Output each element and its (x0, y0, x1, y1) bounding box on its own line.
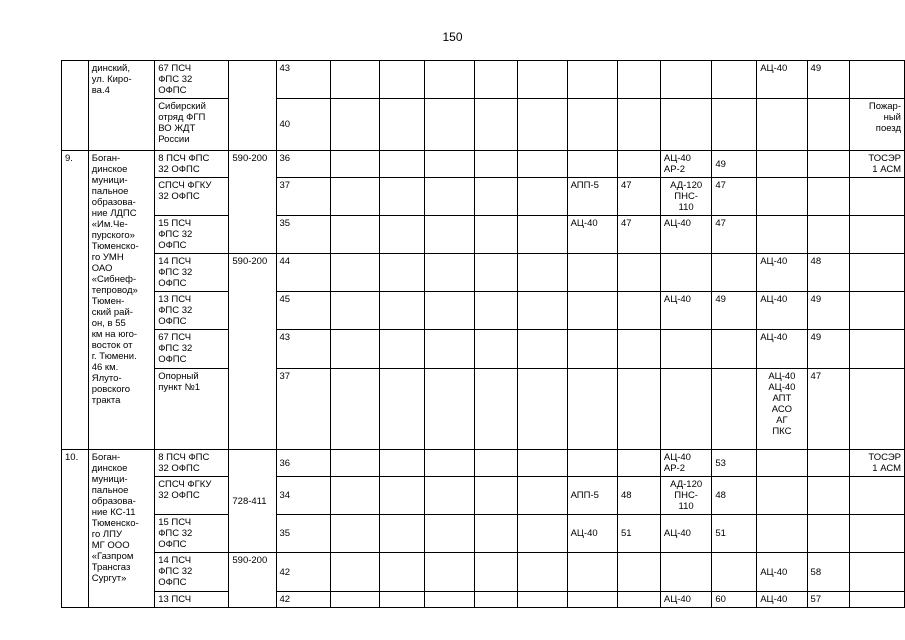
note-cell (849, 592, 904, 608)
time-cell (712, 99, 757, 151)
unit-name: 14 ПСЧ ФПС 32 ОФПС (155, 254, 229, 292)
time-cell: 48 (712, 477, 757, 515)
empty-cell (424, 61, 474, 99)
time-cell (807, 178, 849, 216)
table-row (62, 151, 905, 178)
empty-cell (330, 450, 379, 477)
table-row (62, 99, 905, 151)
note-cell: ТОСЭР 1 АСМ (849, 450, 904, 477)
table-row (62, 450, 905, 477)
empty-cell (330, 369, 379, 450)
empty-cell (424, 99, 474, 151)
empty-cell (474, 369, 517, 450)
empty-cell (474, 450, 517, 477)
empty-cell (474, 178, 517, 216)
note-cell: ТОСЭР 1 АСМ (849, 151, 904, 178)
empty-cell (380, 369, 424, 450)
time-cell (617, 254, 660, 292)
empty-cell (424, 450, 474, 477)
phone-code (229, 61, 276, 151)
distance-cell: 42 (276, 592, 330, 608)
page-number: 150 (442, 30, 463, 44)
time-cell (807, 99, 849, 151)
time-cell (712, 330, 757, 369)
empty-cell (380, 254, 424, 292)
empty-cell (330, 254, 379, 292)
table-row (62, 477, 905, 515)
vehicle-cell: АЦ-40 (660, 515, 711, 553)
distance-cell: 34 (276, 477, 330, 515)
vehicle-cell (567, 450, 617, 477)
unit-name: Сибирский отряд ФГП ВО ЖДТ России (155, 99, 229, 151)
note-cell (849, 369, 904, 450)
unit-name: Опорный пункт №1 (155, 369, 229, 450)
time-cell (807, 477, 849, 515)
time-cell: 48 (807, 254, 849, 292)
table-row (62, 369, 905, 450)
empty-cell (518, 254, 567, 292)
vehicle-cell (567, 151, 617, 178)
time-cell: 47 (712, 216, 757, 254)
time-cell (617, 450, 660, 477)
empty-cell (424, 292, 474, 330)
empty-cell (518, 553, 567, 592)
fire-units-table (61, 60, 905, 608)
object-name: Боган- динское муници- пальное образова- ние ЛДПС «Им.Че- пурского» Тюменско- го УМН ОАО «Сибнеф- тепровод» Тюмен- ский рай- он, в 55 км на юго- восток от г. Тюмени. 46 км. Ялуто- ровского тракта (88, 151, 154, 450)
vehicle-cell (660, 99, 711, 151)
empty-cell (474, 151, 517, 178)
empty-cell (518, 330, 567, 369)
unit-name: 13 ПСЧ (155, 592, 229, 608)
time-cell (617, 592, 660, 608)
phone-code: 728-411 (229, 450, 276, 553)
empty-cell (330, 99, 379, 151)
distance-cell: 44 (276, 254, 330, 292)
time-cell (617, 151, 660, 178)
time-cell: 47 (617, 216, 660, 254)
time-cell (807, 151, 849, 178)
empty-cell (380, 515, 424, 553)
time-cell (807, 450, 849, 477)
time-cell: 51 (617, 515, 660, 553)
table-row (62, 254, 905, 292)
empty-cell (380, 216, 424, 254)
empty-cell (424, 216, 474, 254)
time-cell: 53 (712, 450, 757, 477)
object-name: Боган- динское муници- пальное образова- ние КС-11 Тюменско- го ЛПУ МГ ООО «Газпром Трансгаз Сургут» (88, 450, 154, 608)
empty-cell (518, 592, 567, 608)
time-cell (712, 369, 757, 450)
empty-cell (330, 151, 379, 178)
empty-cell (518, 369, 567, 450)
time-cell: 49 (807, 330, 849, 369)
time-cell: 49 (712, 151, 757, 178)
vehicle-cell: АЦ-40 (660, 216, 711, 254)
time-cell: 48 (617, 477, 660, 515)
time-cell: 58 (807, 553, 849, 592)
phone-code: 590-200 (229, 151, 276, 254)
vehicle-cell: АЦ-40 (567, 216, 617, 254)
note-cell (849, 477, 904, 515)
empty-cell (424, 369, 474, 450)
distance-cell: 40 (276, 99, 330, 151)
empty-cell (330, 61, 379, 99)
phone-code: 590-200 (229, 254, 276, 450)
vehicle-cell (567, 254, 617, 292)
vehicle-cell: АЦ-40 АЦ-40 АПТ АСО АГ ПКС (757, 369, 807, 450)
table-row (62, 178, 905, 216)
empty-cell (474, 216, 517, 254)
vehicle-cell (757, 515, 807, 553)
vehicle-cell: АПП-5 (567, 477, 617, 515)
vehicle-cell: АЦ-40 (757, 592, 807, 608)
vehicle-cell (660, 330, 711, 369)
unit-name: 15 ПСЧ ФПС 32 ОФПС (155, 515, 229, 553)
phone-code: 590-200 (229, 553, 276, 608)
time-cell: 49 (712, 292, 757, 330)
empty-cell (518, 61, 567, 99)
time-cell (712, 61, 757, 99)
distance-cell: 42 (276, 553, 330, 592)
vehicle-cell: АЦ-40 (757, 330, 807, 369)
vehicle-cell (660, 553, 711, 592)
vehicle-cell: АД-120 ПНС- 110 (660, 178, 711, 216)
time-cell: 47 (617, 178, 660, 216)
time-cell (617, 369, 660, 450)
vehicle-cell (757, 151, 807, 178)
vehicle-cell: АД-120 ПНС- 110 (660, 477, 711, 515)
row-number (62, 61, 89, 151)
time-cell (617, 553, 660, 592)
distance-cell: 36 (276, 151, 330, 178)
vehicle-cell: АЦ-40 (567, 515, 617, 553)
vehicle-cell (757, 477, 807, 515)
distance-cell: 37 (276, 178, 330, 216)
time-cell (617, 99, 660, 151)
time-cell (617, 292, 660, 330)
time-cell: 49 (807, 292, 849, 330)
note-cell (849, 553, 904, 592)
vehicle-cell (567, 99, 617, 151)
row-number: 10. (62, 450, 89, 608)
time-cell (807, 515, 849, 553)
empty-cell (474, 99, 517, 151)
vehicle-cell (567, 592, 617, 608)
empty-cell (518, 178, 567, 216)
vehicle-cell (567, 61, 617, 99)
empty-cell (424, 330, 474, 369)
vehicle-cell: АЦ-40 (757, 61, 807, 99)
empty-cell (380, 61, 424, 99)
table-row (62, 553, 905, 592)
table-row (62, 515, 905, 553)
distance-cell: 43 (276, 330, 330, 369)
empty-cell (380, 450, 424, 477)
empty-cell (330, 515, 379, 553)
unit-name: 67 ПСЧ ФПС 32 ОФПС (155, 61, 229, 99)
empty-cell (424, 477, 474, 515)
vehicle-cell (567, 553, 617, 592)
time-cell (807, 216, 849, 254)
empty-cell (330, 330, 379, 369)
time-cell: 49 (807, 61, 849, 99)
table-row (62, 216, 905, 254)
unit-name: 67 ПСЧ ФПС 32 ОФПС (155, 330, 229, 369)
empty-cell (330, 592, 379, 608)
time-cell: 60 (712, 592, 757, 608)
empty-cell (380, 99, 424, 151)
distance-cell: 37 (276, 369, 330, 450)
empty-cell (474, 477, 517, 515)
note-cell (849, 254, 904, 292)
distance-cell: 43 (276, 61, 330, 99)
empty-cell (424, 515, 474, 553)
empty-cell (330, 178, 379, 216)
empty-cell (474, 592, 517, 608)
distance-cell: 45 (276, 292, 330, 330)
unit-name: 8 ПСЧ ФПС 32 ОФПС (155, 151, 229, 178)
empty-cell (380, 292, 424, 330)
empty-cell (518, 477, 567, 515)
empty-cell (518, 216, 567, 254)
vehicle-cell: АЦ-40 АР-2 (660, 450, 711, 477)
empty-cell (518, 151, 567, 178)
unit-name: СПСЧ ФГКУ 32 ОФПС (155, 178, 229, 216)
empty-cell (380, 330, 424, 369)
empty-cell (518, 515, 567, 553)
note-cell: Пожар- ный поезд (849, 99, 904, 151)
unit-name: СПСЧ ФГКУ 32 ОФПС (155, 477, 229, 515)
unit-name: 13 ПСЧ ФПС 32 ОФПС (155, 292, 229, 330)
time-cell: 51 (712, 515, 757, 553)
vehicle-cell: АЦ-40 (757, 292, 807, 330)
vehicle-cell: АЦ-40 АР-2 (660, 151, 711, 178)
table-row (62, 330, 905, 369)
vehicle-cell: АЦ-40 (757, 254, 807, 292)
time-cell (617, 61, 660, 99)
empty-cell (330, 292, 379, 330)
empty-cell (424, 151, 474, 178)
empty-cell (518, 450, 567, 477)
table-row (62, 292, 905, 330)
time-cell (712, 553, 757, 592)
note-cell (849, 178, 904, 216)
empty-cell (330, 477, 379, 515)
table-row (62, 61, 905, 99)
empty-cell (518, 292, 567, 330)
vehicle-cell (660, 254, 711, 292)
empty-cell (380, 553, 424, 592)
note-cell (849, 330, 904, 369)
unit-name: 8 ПСЧ ФПС 32 ОФПС (155, 450, 229, 477)
vehicle-cell (660, 369, 711, 450)
row-number: 9. (62, 151, 89, 450)
vehicle-cell (757, 99, 807, 151)
empty-cell (330, 216, 379, 254)
empty-cell (474, 292, 517, 330)
time-cell (617, 330, 660, 369)
distance-cell: 35 (276, 515, 330, 553)
empty-cell (424, 178, 474, 216)
empty-cell (380, 178, 424, 216)
empty-cell (380, 151, 424, 178)
vehicle-cell (757, 216, 807, 254)
vehicle-cell (660, 61, 711, 99)
vehicle-cell (757, 450, 807, 477)
vehicle-cell: АЦ-40 (757, 553, 807, 592)
vehicle-cell: АПП-5 (567, 178, 617, 216)
vehicle-cell: АЦ-40 (660, 592, 711, 608)
empty-cell (424, 254, 474, 292)
note-cell (849, 515, 904, 553)
vehicle-cell (567, 292, 617, 330)
empty-cell (380, 592, 424, 608)
note-cell (849, 61, 904, 99)
time-cell: 47 (807, 369, 849, 450)
empty-cell (474, 553, 517, 592)
table-row (62, 592, 905, 608)
empty-cell (474, 254, 517, 292)
time-cell (712, 254, 757, 292)
note-cell (849, 216, 904, 254)
vehicle-cell: АЦ-40 (660, 292, 711, 330)
object-name: динский, ул. Киро- ва.4 (88, 61, 154, 151)
vehicle-cell (567, 330, 617, 369)
vehicle-cell (757, 178, 807, 216)
empty-cell (474, 61, 517, 99)
distance-cell: 35 (276, 216, 330, 254)
empty-cell (518, 99, 567, 151)
time-cell: 57 (807, 592, 849, 608)
empty-cell (474, 330, 517, 369)
empty-cell (474, 515, 517, 553)
empty-cell (424, 553, 474, 592)
vehicle-cell (567, 369, 617, 450)
empty-cell (380, 477, 424, 515)
time-cell: 47 (712, 178, 757, 216)
distance-cell: 36 (276, 450, 330, 477)
empty-cell (424, 592, 474, 608)
note-cell (849, 292, 904, 330)
empty-cell (330, 553, 379, 592)
unit-name: 15 ПСЧ ФПС 32 ОФПС (155, 216, 229, 254)
unit-name: 14 ПСЧ ФПС 32 ОФПС (155, 553, 229, 592)
